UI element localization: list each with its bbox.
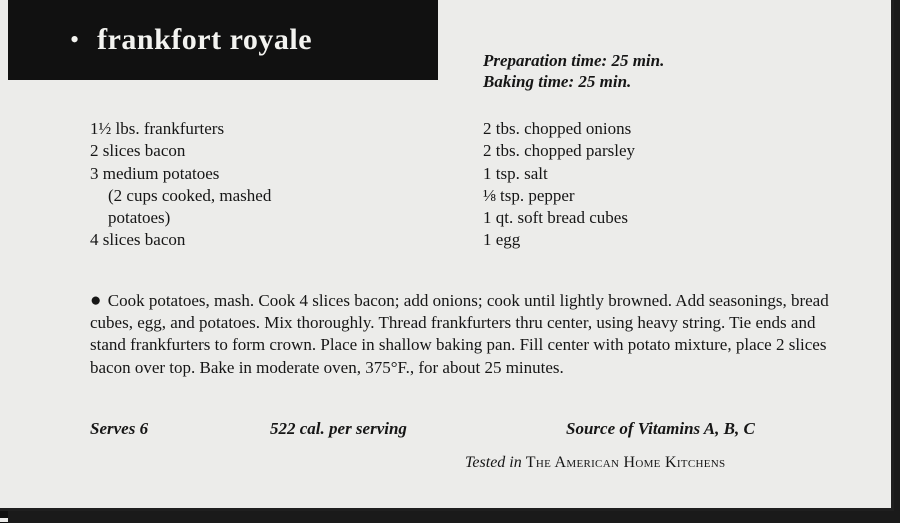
vitamin-source: Source of Vitamins A, B, C [566, 419, 755, 438]
ingredient-item: 1 egg [483, 230, 521, 250]
calories-per-serving: 522 cal. per serving [270, 419, 407, 438]
title-bullet-icon: • [70, 25, 80, 54]
ingredient-item: (2 cups cooked, mashed [108, 185, 272, 205]
method-bullet-icon: ● [90, 290, 102, 311]
ingredient-item: 2 slices bacon [90, 141, 186, 161]
tested-credit [465, 454, 725, 472]
tested-prefix: Tested in [465, 454, 522, 471]
recipe-title: frankfort royale [97, 23, 313, 56]
ingredient-item: 2 tbs. chopped onions [483, 119, 632, 138]
ingredient-item: ⅛ tsp. pepper [483, 185, 575, 205]
ingredient-item: potatoes) [108, 208, 171, 228]
ingredient-item: 1½ lbs. frankfurters [90, 119, 225, 138]
method-text: Cook potatoes, mash. Cook 4 slices bacon; add onions; cook until lightly browned. Add seasonings, bread cubes, egg, and potatoes. Mix thoroughly. Thread frankfurters thru center, using heavy string. Tie ends and stand frankfurters to form crown. Place in shallow baking pan. Fill center with potato mixture, place 2 slices bacon over top. Bake in moderate oven, 375°F., for about 25 minutes. [90, 291, 829, 377]
title-banner [8, 0, 438, 80]
timing-info [483, 50, 664, 92]
tested-kitchen: The American Home Kitchens [525, 454, 726, 471]
method-paragraph [90, 290, 852, 379]
ingredient-list-right [483, 118, 843, 252]
ingredient-item: 3 medium potatoes [90, 163, 220, 183]
ingredient-item: 4 slices bacon [90, 230, 186, 250]
ingredient-item: 1 tsp. salt [483, 163, 548, 183]
preparation-time: Preparation time: 25 min. [483, 51, 665, 70]
baking-time: Baking time: 25 min. [483, 72, 632, 91]
ingredient-item: 1 qt. soft bread cubes [483, 208, 628, 228]
ingredient-list-left [90, 118, 450, 252]
servings: Serves 6 [90, 419, 149, 438]
ingredient-item: 2 tbs. chopped parsley [483, 141, 636, 161]
